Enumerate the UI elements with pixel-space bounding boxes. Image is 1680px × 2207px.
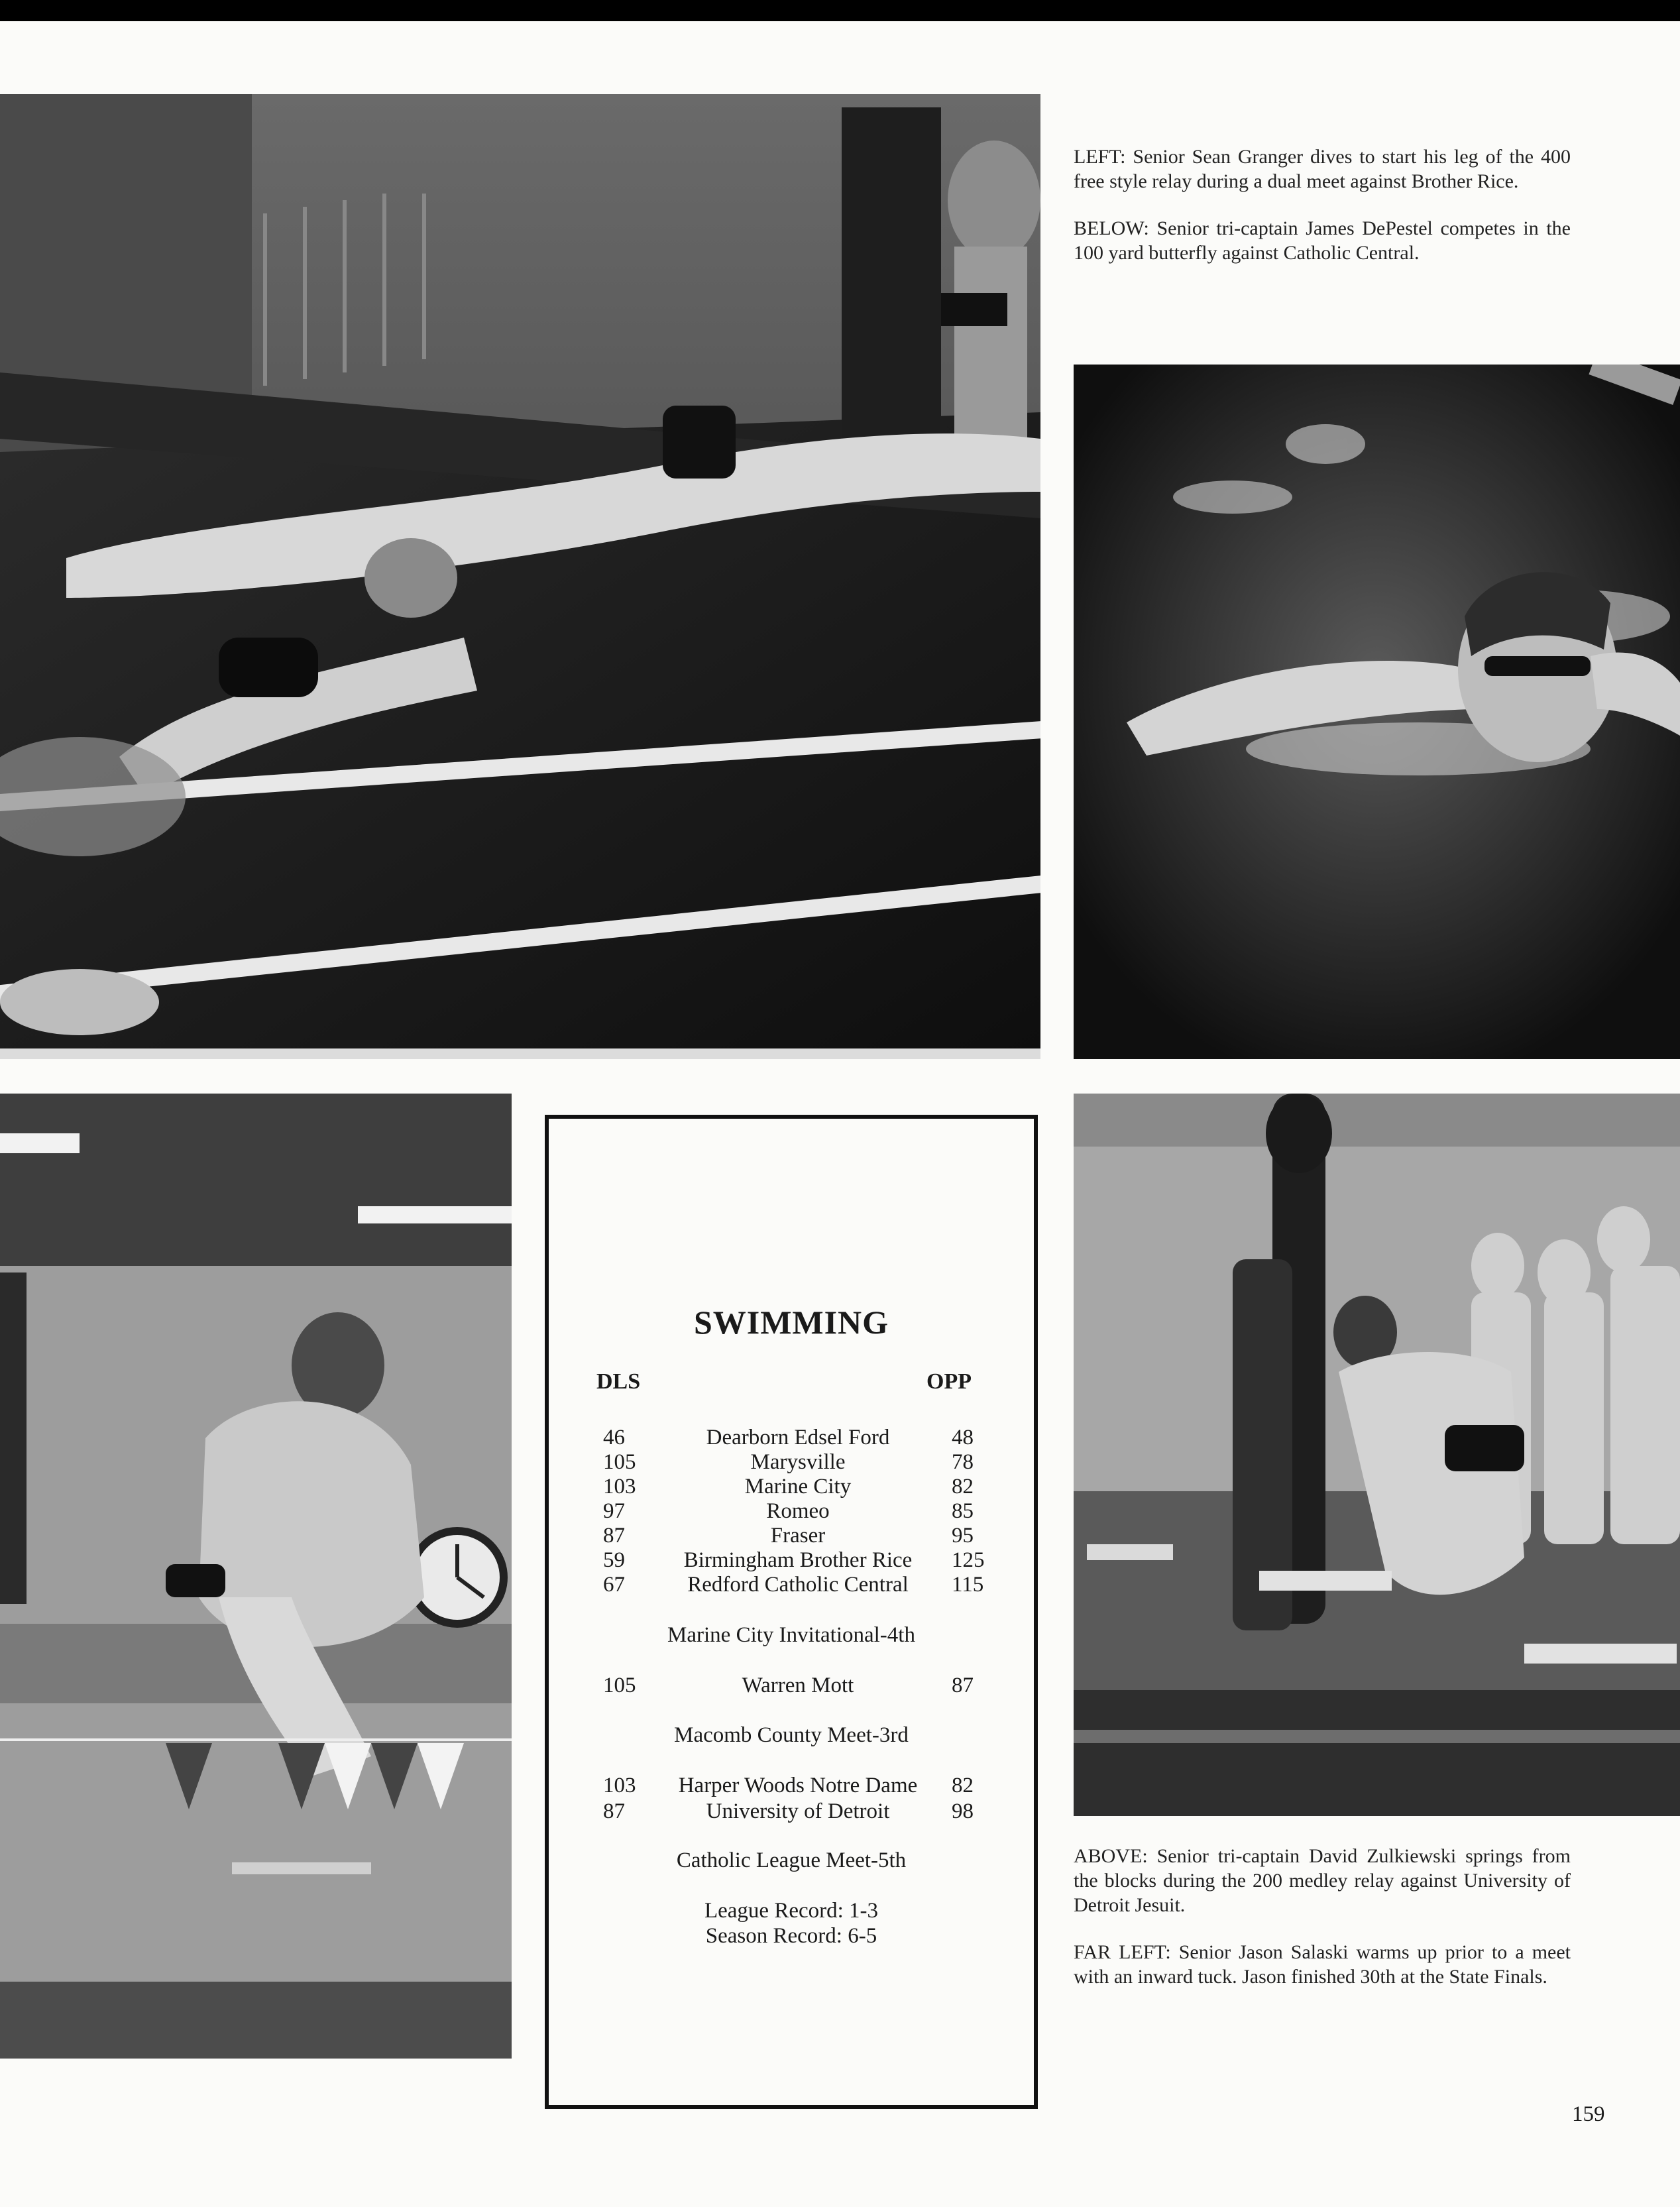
scoreboard-title: SWIMMING <box>693 1304 889 1341</box>
meet-row <box>549 1673 1034 1698</box>
opponent-name: Romeo <box>766 1499 830 1523</box>
opponent-name: Dearborn Edsel Ford <box>706 1426 890 1449</box>
opponent-name: Marine City <box>744 1475 852 1499</box>
dls-score: 87 <box>603 1524 625 1548</box>
league-meet-result: Catholic League Meet-5th <box>676 1848 907 1872</box>
dls-score: 97 <box>603 1499 625 1523</box>
opponent-name: Fraser <box>770 1524 826 1548</box>
yearbook-page <box>0 21 1680 2207</box>
invitational-result: Marine City Invitational-4th <box>667 1623 915 1647</box>
opp-score: 98 <box>952 1799 974 1823</box>
dls-score: 103 <box>603 1475 636 1499</box>
dls-score: 59 <box>603 1548 625 1572</box>
meet-row <box>549 1773 1034 1798</box>
season-record: Season Record: 6-5 <box>705 1924 877 1948</box>
column-header-opp: OPP <box>926 1369 972 1394</box>
opponent-name: Marysville <box>750 1450 846 1474</box>
opp-score: 95 <box>952 1524 974 1548</box>
photo-blocks-start <box>1074 1094 1680 1816</box>
photo-blocks-start-image <box>1074 1094 1680 1816</box>
captions-bottom-right <box>1074 1844 1571 2011</box>
captions-top-right <box>1074 144 1571 288</box>
dls-score: 46 <box>603 1426 625 1449</box>
opp-score: 82 <box>952 1774 974 1797</box>
opp-score: 48 <box>952 1426 974 1449</box>
opponent-name: Redford Catholic Central <box>687 1573 909 1597</box>
dls-score: 67 <box>603 1573 625 1597</box>
opp-score: 125 <box>952 1548 985 1572</box>
opponent-name: Harper Woods Notre Dame <box>678 1774 918 1797</box>
photo-relay-dive <box>0 94 1040 1059</box>
opponent-name: University of Detroit <box>706 1799 890 1823</box>
caption-far-left: FAR LEFT: Senior Jason Salaski warms up prior to a meet with an inward tuck. Jason finished 30th at the State Finals. <box>1074 1941 1571 1988</box>
opp-score: 78 <box>952 1450 974 1474</box>
meet-row <box>549 1548 1034 1573</box>
swimming-scoreboard <box>545 1115 1038 2109</box>
photo-relay-dive-image <box>0 94 1040 1059</box>
caption-left: LEFT: Senior Sean Granger dives to start his leg of the 400 free style relay during a dual meet against Brother Rice. <box>1074 146 1571 192</box>
meet-row <box>549 1449 1034 1475</box>
opponent-name: Warren Mott <box>742 1673 854 1697</box>
column-header-dls: DLS <box>596 1369 641 1394</box>
meet-row <box>549 1474 1034 1499</box>
opp-score: 87 <box>952 1673 974 1697</box>
meet-row <box>549 1499 1034 1524</box>
dls-score: 105 <box>603 1673 636 1697</box>
page-number: 159 <box>1572 2102 1605 2126</box>
caption-below: BELOW: Senior tri-captain James DePestel competes in the 100 yard butterfly against Catholic Central. <box>1074 217 1571 264</box>
photo-butterfly <box>1074 365 1680 1059</box>
dls-score: 87 <box>603 1799 625 1823</box>
meet-row <box>549 1523 1034 1548</box>
meet-row <box>549 1425 1034 1450</box>
photo-butterfly-image <box>1074 365 1680 1059</box>
opp-score: 82 <box>952 1475 974 1499</box>
dls-score: 105 <box>603 1450 636 1474</box>
opp-score: 115 <box>952 1573 984 1597</box>
opp-score: 85 <box>952 1499 974 1523</box>
county-meet-result: Macomb County Meet-3rd <box>674 1723 909 1747</box>
meet-row <box>549 1572 1034 1597</box>
meet-row <box>549 1799 1034 1824</box>
photo-tuck-dive-image <box>0 1094 512 2059</box>
photo-tuck-dive <box>0 1094 512 2059</box>
caption-above: ABOVE: Senior tri-captain David Zulkiewski springs from the blocks during the 200 medley relay against University of Detroit Jesuit. <box>1074 1845 1571 1916</box>
opponent-name: Birmingham Brother Rice <box>683 1548 913 1572</box>
dls-score: 103 <box>603 1774 636 1797</box>
league-record: League Record: 1-3 <box>704 1899 879 1923</box>
